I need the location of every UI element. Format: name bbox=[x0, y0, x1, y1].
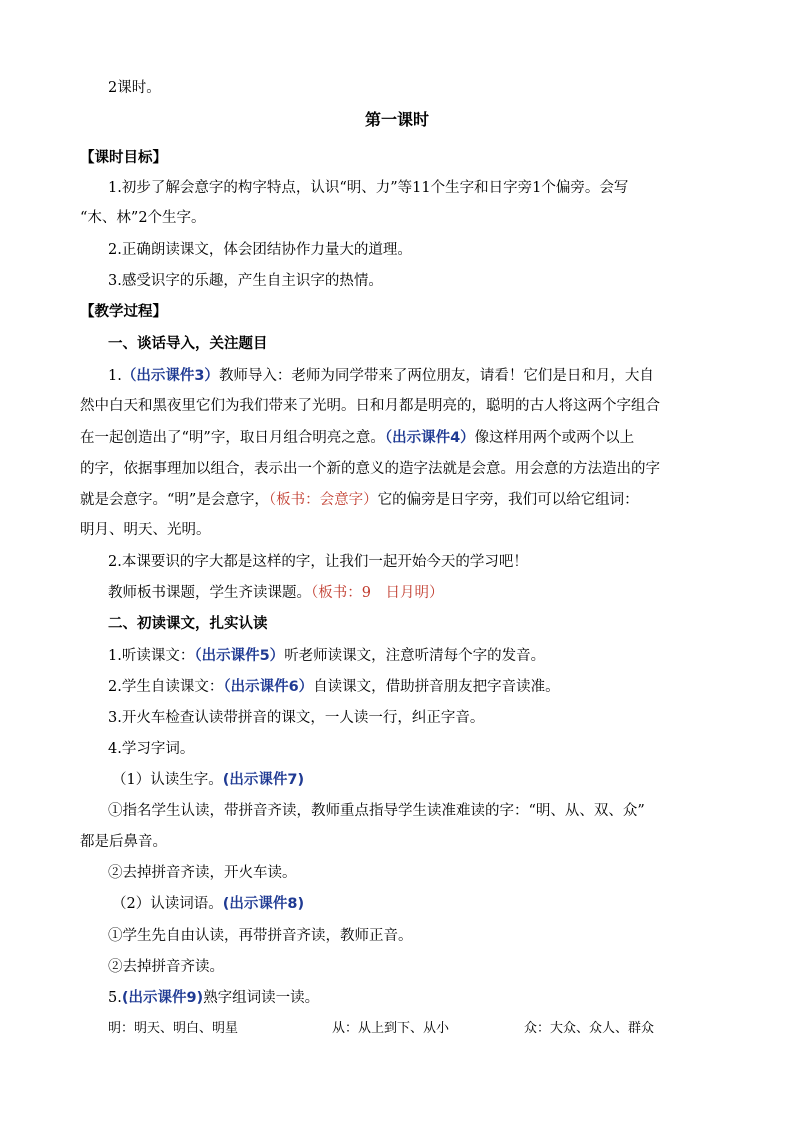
step-2-text: 2.学生自读课文： bbox=[108, 679, 224, 695]
para-1-text: 它的偏旁是日字旁，我们可以给它组词： bbox=[377, 492, 639, 508]
intro-text: 2课时。 bbox=[108, 80, 161, 96]
step-4-2-a: ①学生先自由认读，再带拼音齐读，教师正音。 bbox=[108, 928, 413, 944]
word-group-ming: 明：明天、明白、明星 bbox=[108, 1021, 239, 1036]
step-4-1 bbox=[112, 770, 752, 790]
courseware-tag: （出示课件3） bbox=[121, 368, 219, 384]
step-3: 3.开火车检查认读带拼音的课文，一人读一行，纠正字音。 bbox=[108, 710, 485, 726]
para-1-line-f: 明月、明天、光明。 bbox=[80, 522, 211, 538]
para-1-text: 在一起创造出了“明”字，取日月组合明亮之意。 bbox=[80, 430, 385, 446]
board-note: （板书：会意字） bbox=[268, 492, 378, 508]
step-4-1-text: （1）认读生字。 bbox=[112, 772, 223, 788]
step-4-2-text: （2）认读词语。 bbox=[112, 896, 223, 912]
board-note: （板书：9 日月明） bbox=[311, 585, 444, 601]
step-4-2-b: ②去掉拼音齐读。 bbox=[108, 959, 224, 975]
para-1-line-d: 的字，依据事理加以组合，表示出一个新的意义的造字法就是会意。用会意的方法造出的字 bbox=[80, 461, 660, 477]
goal-1-line-b: “木、林”2个生字。 bbox=[80, 210, 206, 226]
para-1-line-e bbox=[80, 490, 720, 510]
step-1 bbox=[108, 646, 748, 666]
courseware-tag: (出示课件9) bbox=[121, 990, 204, 1006]
step-5 bbox=[108, 988, 748, 1008]
para-1-text: 教师导入：老师为同学带来了两位朋友，请看！它们是日和月，大自 bbox=[218, 368, 654, 384]
step-2-text: 自读课文，借助拼音朋友把字音读准。 bbox=[313, 679, 560, 695]
step-2 bbox=[108, 677, 748, 697]
step-4-1-a: ①指名学生认读，带拼音齐读，教师重点指导学生读准难读的字：“明、从、双、众” bbox=[108, 803, 645, 819]
courseware-tag: (出示课件7) bbox=[222, 772, 305, 788]
para-1-line-a bbox=[108, 366, 748, 386]
courseware-tag: （出示课件5） bbox=[194, 648, 285, 664]
process-heading: 【教学过程】 bbox=[80, 304, 167, 320]
goal-1-line-a: 1.初步了解会意字的构字特点，认识“明、力”等11个生字和日字旁1个偏旁。会写 bbox=[108, 180, 629, 196]
para-1-number: 1. bbox=[108, 368, 122, 384]
page-title: 第一课时 bbox=[364, 110, 429, 129]
step-1-text: 1.听读课文： bbox=[108, 648, 195, 664]
goal-3: 3.感受识字的乐趣，产生自主识字的热情。 bbox=[108, 273, 383, 289]
step-4: 4.学习字词。 bbox=[108, 741, 195, 757]
section-2-heading: 二、初读课文，扎实认读 bbox=[108, 616, 268, 632]
goals-heading: 【课时目标】 bbox=[80, 150, 167, 166]
para-1-line-b: 然中白天和黑夜里它们为我们带来了光明。日和月都是明亮的，聪明的古人将这两个字组合 bbox=[80, 398, 660, 414]
section-1-heading: 一、谈话导入，关注题目 bbox=[108, 336, 268, 352]
para-2: 2.本课要识的字大都是这样的字，让我们一起开始今天的学习吧！ bbox=[108, 554, 528, 570]
courseware-tag: （出示课件6） bbox=[223, 679, 314, 695]
para-3-text: 教师板书课题，学生齐读课题。 bbox=[108, 585, 311, 601]
step-4-1-c: ②去掉拼音齐读，开火车读。 bbox=[108, 865, 297, 881]
step-1-text: 听老师读课文，注意听清每个字的发音。 bbox=[284, 648, 546, 664]
word-group-cong: 从：从上到下、从小 bbox=[332, 1021, 450, 1036]
para-1-line-c bbox=[80, 428, 720, 448]
para-3 bbox=[108, 583, 748, 603]
courseware-tag: （出示课件4） bbox=[384, 430, 475, 446]
courseware-tag: (出示课件8) bbox=[222, 896, 305, 912]
step-5-number: 5. bbox=[108, 990, 122, 1006]
para-1-text: 像这样用两个或两个以上 bbox=[474, 430, 635, 446]
step-5-text: 熟字组词读一读。 bbox=[203, 990, 320, 1006]
word-group-zhong: 众：大众、众人、群众 bbox=[524, 1021, 655, 1036]
goal-2: 2.正确朗读课文，体会团结协作力量大的道理。 bbox=[108, 242, 412, 258]
para-1-text: 就是会意字。“明”是会意字， bbox=[80, 492, 269, 508]
step-4-2 bbox=[112, 894, 752, 914]
step-4-1-b: 都是后鼻音。 bbox=[80, 834, 167, 850]
